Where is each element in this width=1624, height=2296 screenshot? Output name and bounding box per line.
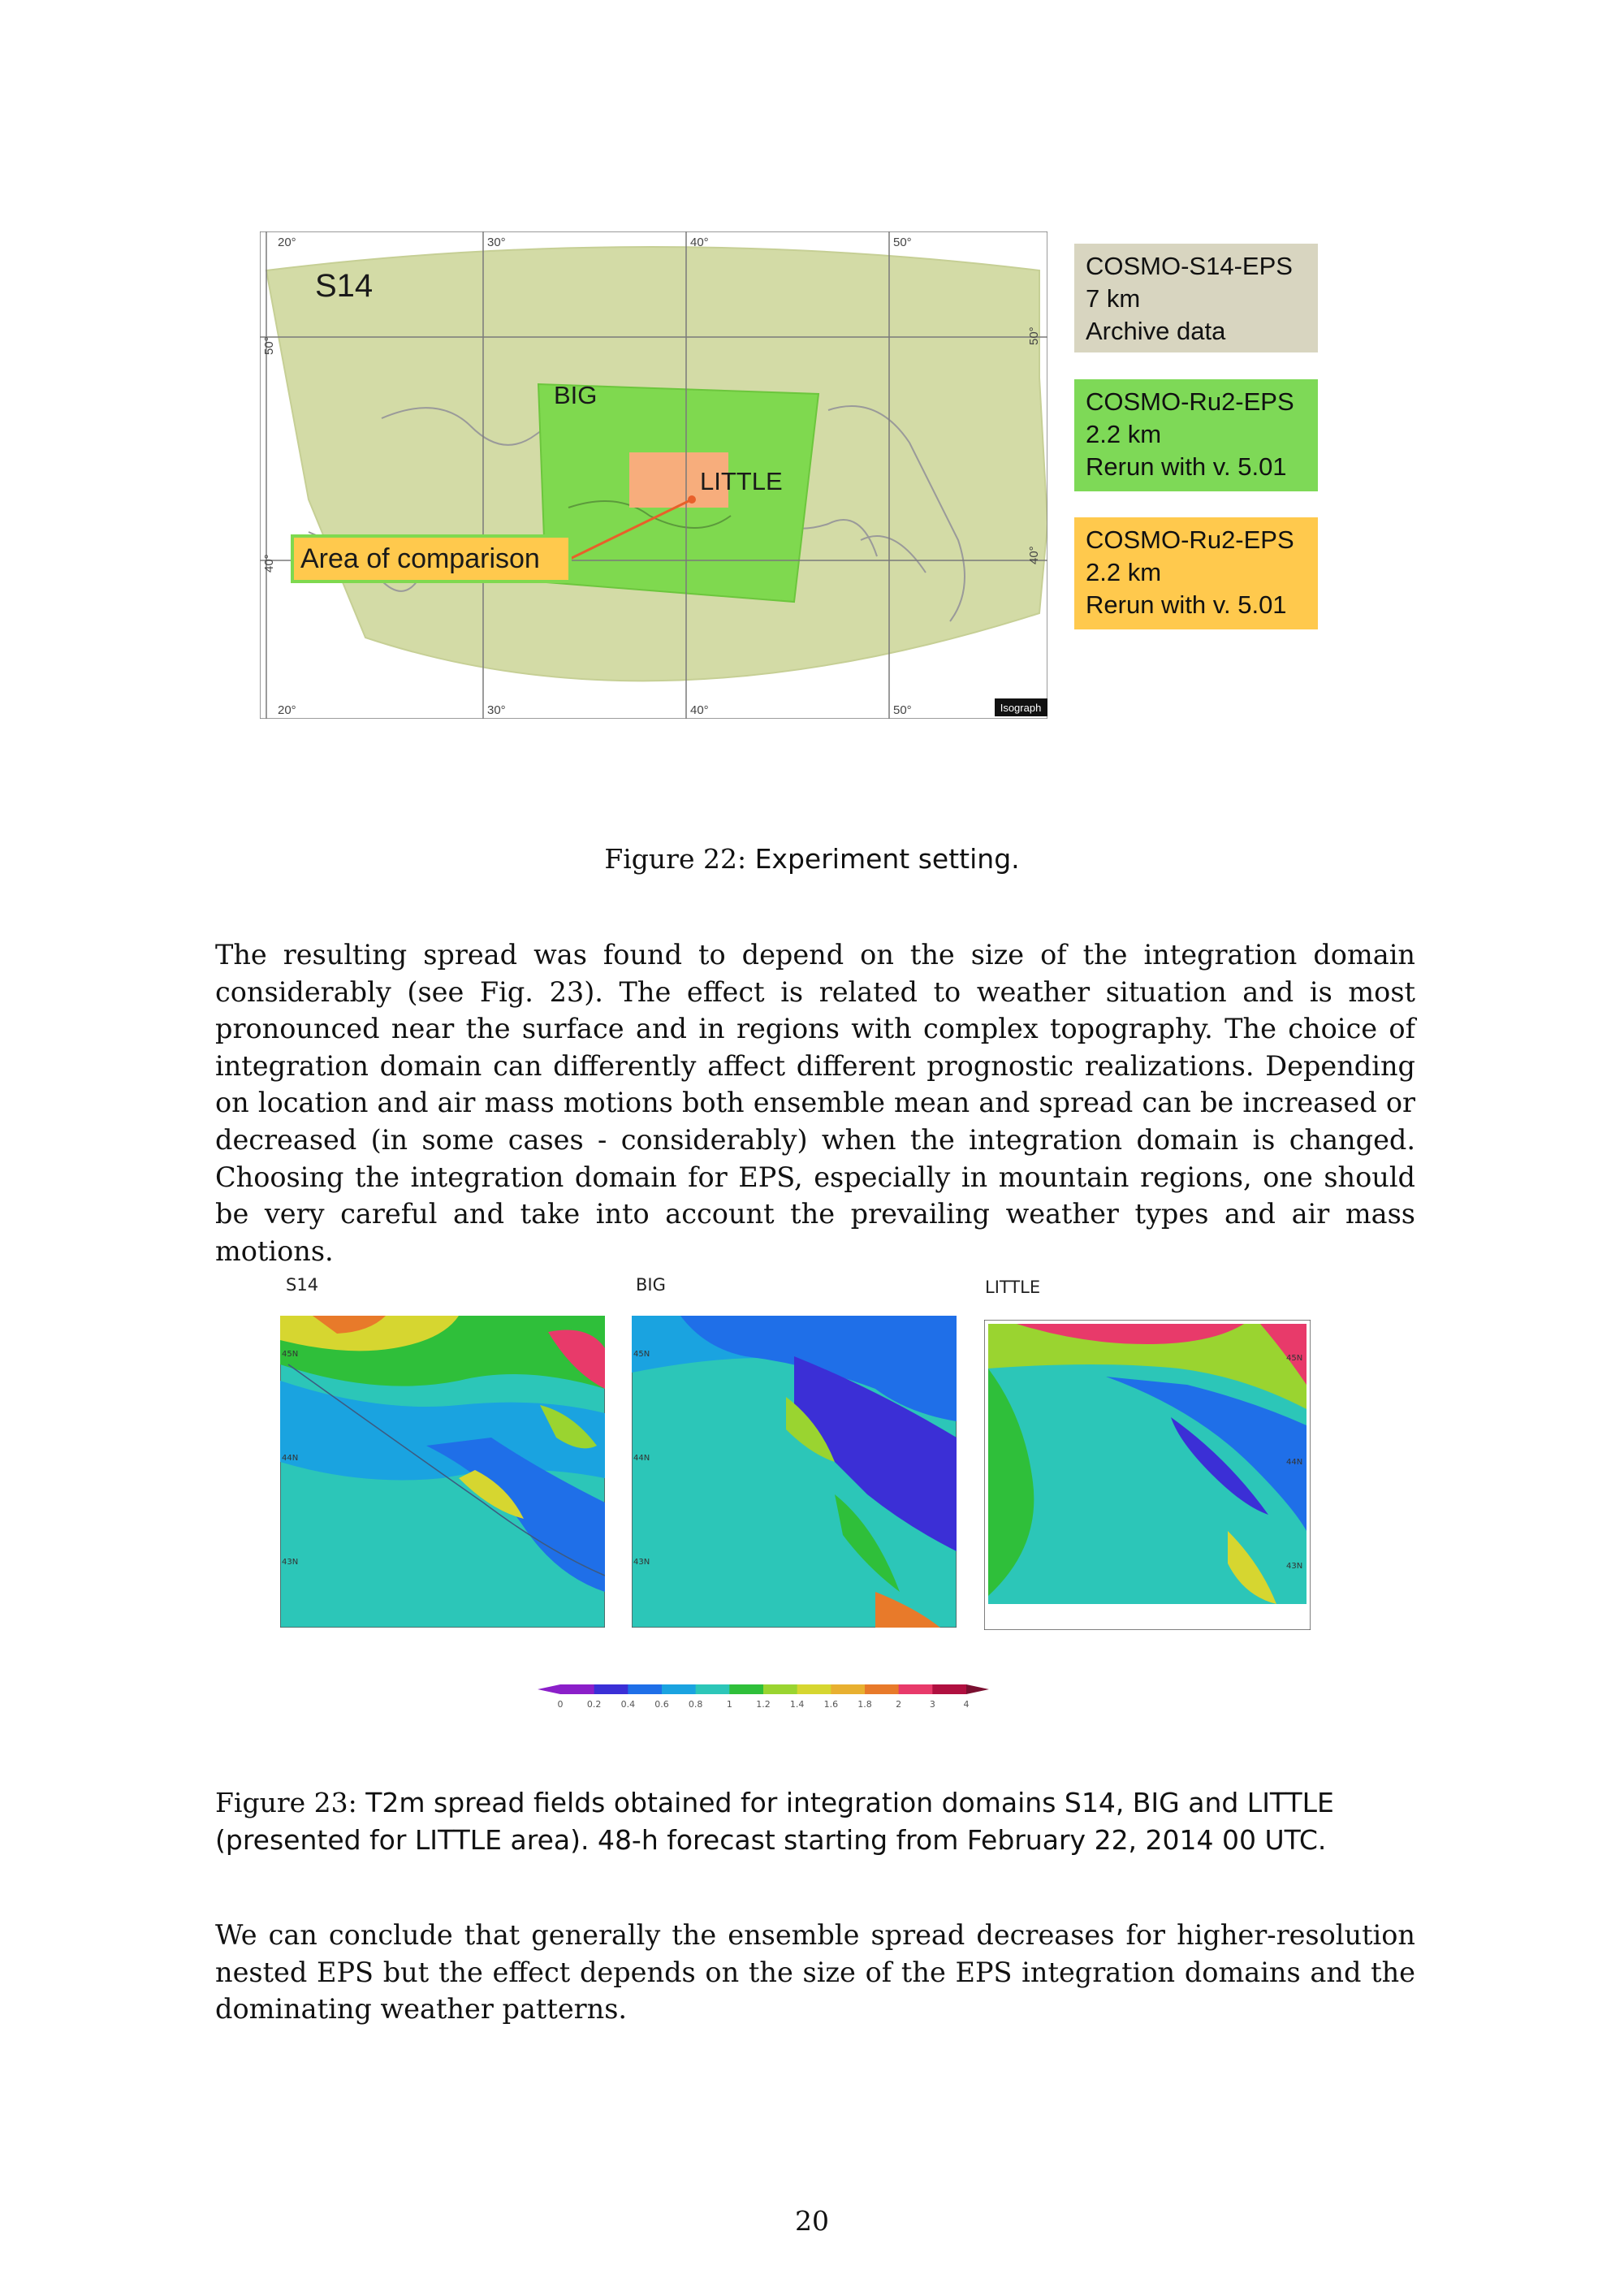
spread-panel-s14 (280, 1316, 605, 1628)
lon-tick: 20° (278, 703, 296, 717)
legend-model-name: COSMO-Ru2-EPS (1086, 387, 1294, 416)
lon-tick: 30° (487, 236, 506, 249)
page-number: 20 (795, 2205, 829, 2237)
colorbar-cell (899, 1684, 933, 1694)
colorbar-tick-label: 0.6 (654, 1699, 669, 1710)
legend-ru2-eps-little (1074, 517, 1318, 629)
legend-resolution: 2.2 km (1086, 558, 1162, 586)
little-label: LITTLE (700, 467, 783, 495)
svg-text:44N: 44N (633, 1454, 650, 1463)
colorbar-tick-label: 0.8 (688, 1699, 703, 1710)
isograph-label: Isograph (1000, 702, 1042, 714)
caption-text: T2m spread fields obtained for integration domains S14, BIG and LITTLE (presented for LITTLE area). 48-h forecast starting from February 22, 2014 00 UTC. (215, 1787, 1334, 1856)
colorbar-tick-label: 1.8 (857, 1699, 872, 1710)
svg-text:43N: 43N (282, 1558, 299, 1567)
domain-map (260, 231, 1047, 719)
colorbar-tick-label: 1 (726, 1699, 732, 1710)
colorbar-tick-label: 0 (557, 1699, 564, 1710)
colorbar-tick-label: 2 (896, 1699, 902, 1710)
colorbar-cell (932, 1684, 966, 1694)
body-paragraph: The resulting spread was found to depend on the size of the integration domain considerably (see Fig. 23). The effect is related to weather situation and is most pronounced near the surface and in regions with complex topography. The choice of integration domain can differently affect different prognostic realizations. Depending on location and air mass motions both ensemble mean and spread can be increased or decreased (in some cases - considerably) when the integration domain is changed. Choosing the integration domain for EPS, especially in mountain regions, one should be very careful and take into account the prevailing weather types and air mass motions. (215, 939, 1415, 1267)
colorbar-tick-label: 1.2 (756, 1699, 771, 1710)
figure-23-caption (215, 1784, 1415, 1859)
svg-text:43N: 43N (633, 1558, 650, 1567)
colorbar-cell (763, 1684, 797, 1694)
area-of-comparison-box (291, 534, 572, 583)
colorbar-cell (797, 1684, 831, 1694)
legend-note: Rerun with v. 5.01 (1086, 590, 1287, 619)
lat-tick: 40° (1027, 546, 1041, 564)
colorbar-cell (628, 1684, 662, 1694)
conclusion-paragraph: We can conclude that generally the ensemble spread decreases for higher-resolution nested EPS but the effect depends on the size of the EPS integration domains and the dominating weather patterns. (215, 1919, 1415, 2026)
colorbar-cell (865, 1684, 899, 1694)
colorbar-tick-label: 1.6 (823, 1699, 839, 1710)
colorbar-arrow-high (966, 1684, 989, 1694)
colorbar-cell (696, 1684, 730, 1694)
svg-text:45N: 45N (282, 1350, 299, 1359)
colorbar-tick-label: 3 (929, 1699, 935, 1710)
colorbar-tick-label: 0.4 (620, 1699, 636, 1710)
panel-title-big: BIG (636, 1275, 666, 1295)
lon-tick: 40° (690, 236, 709, 249)
lon-tick: 40° (690, 703, 709, 717)
lon-tick: 30° (487, 703, 506, 717)
colorbar-cell (662, 1684, 696, 1694)
lon-tick: 20° (278, 236, 296, 249)
colorbar-tick-label: 1.4 (789, 1699, 805, 1710)
colorbar-cell (560, 1684, 594, 1694)
legend-ru2-eps-big (1074, 379, 1318, 491)
colorbar-tick-label: 0.2 (586, 1699, 602, 1710)
svg-text:45N: 45N (1286, 1354, 1303, 1363)
legend-s14-eps (1074, 244, 1318, 352)
colorbar-arrow-low (538, 1684, 560, 1694)
svg-text:44N: 44N (282, 1454, 299, 1463)
colorbar (536, 1678, 991, 1715)
colorbar-cell (594, 1684, 628, 1694)
lon-tick: 50° (893, 703, 912, 717)
svg-text:43N: 43N (1286, 1562, 1303, 1571)
caption-label: Figure 23: (215, 1787, 357, 1818)
big-label: BIG (554, 381, 598, 409)
figure-22-caption (0, 841, 1624, 878)
panel-title-little: LITTLE (985, 1278, 1041, 1297)
lat-tick: 50° (1027, 326, 1041, 345)
colorbar-cell (729, 1684, 763, 1694)
legend-resolution: 7 km (1086, 284, 1141, 313)
legend-resolution: 2.2 km (1086, 420, 1162, 448)
spread-panel-little (984, 1320, 1311, 1630)
svg-text:44N: 44N (1286, 1458, 1303, 1467)
lat-tick: 50° (262, 336, 276, 355)
colorbar-cell (831, 1684, 865, 1694)
figure-22 (0, 0, 1624, 893)
s14-label: S14 (315, 268, 374, 304)
spread-panel-big (632, 1316, 957, 1628)
caption-label: Figure 22: (604, 843, 747, 875)
legend-note: Archive data (1086, 317, 1226, 345)
legend-model-name: COSMO-Ru2-EPS (1086, 525, 1294, 554)
caption-text: Experiment setting. (754, 843, 1020, 875)
colorbar-tick-label: 4 (963, 1699, 970, 1710)
lon-tick: 50° (893, 236, 912, 249)
svg-text:45N: 45N (633, 1350, 650, 1359)
panel-title-s14: S14 (286, 1275, 319, 1295)
legend-note: Rerun with v. 5.01 (1086, 452, 1287, 481)
lat-tick: 40° (262, 554, 276, 573)
legend-model-name: COSMO-S14-EPS (1086, 252, 1293, 280)
area-of-comparison-label: Area of comparison (300, 543, 540, 574)
